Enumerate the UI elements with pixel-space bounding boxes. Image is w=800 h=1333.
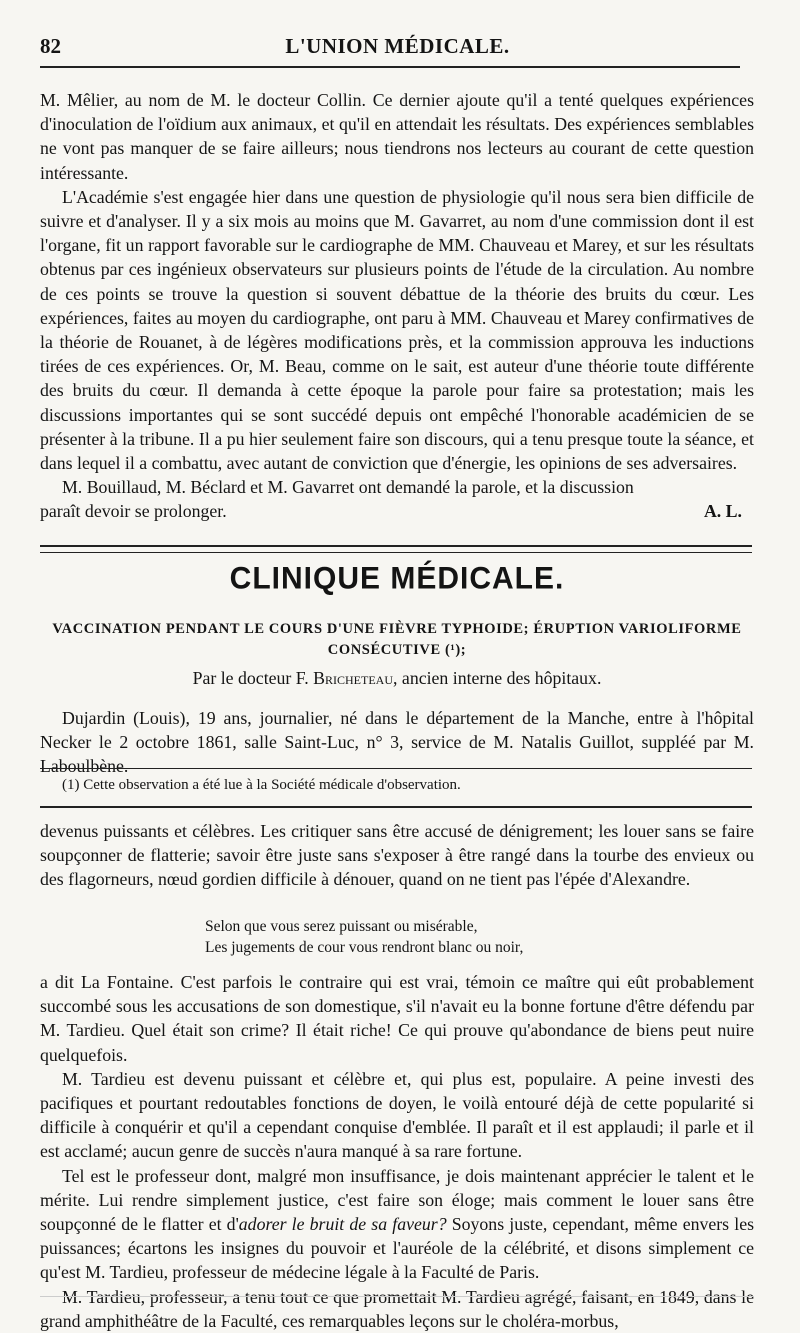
page-number: 82 [40, 34, 61, 58]
paragraph: devenus puissants et célèbres. Les critiquer sans être accusé de dénigrement; les louer sans se faire soupçonner de flatterie; savoir être juste sans s'exposer à être rangé dans la tourbe des envieux ou des flagorneurs, nœud gordien difficile à dénouer, quand on ne tient pas l'épée d'Alexandre. [40, 821, 754, 890]
paragraph: M. Tardieu, professeur, a tenu tout ce que promettait M. Tardieu agrégé, faisant, en 1849, dans le grand amphithéâtre de la Faculté, ces remarquables leçons sur le choléra-morbus, [40, 1286, 754, 1331]
header-rule [40, 66, 740, 68]
paragraph: Dujardin (Louis), 19 ans, journalier, né dans le département de la Manche, entre à l'hôpital Necker le 2 octobre 1861, salle Saint-Luc, n° 3, service de M. Natalis Guillot, suppléé par M. Laboulbène. [40, 708, 754, 777]
article-title [44, 619, 750, 661]
feuilleton [40, 819, 754, 892]
page-bottom-edge [40, 1296, 754, 1298]
italic-quote: adorer le bruit de sa faveur? [238, 1214, 447, 1235]
text-run: Tel est le professeur dont, malgré mon insuffisance, je dois maintenant apprécier le talent et le mérite. Lui rendre simplement justice, c'est faire son éloge; mais comment le louer sans être soupçonné de le flatter et d' [40, 1165, 754, 1235]
article-title-line: VACCINATION PENDANT LE COURS D'UNE FIÈVRE TYPHOIDE; ÉRUPTION VARIOLIFORME [52, 621, 742, 637]
footnote-rule [40, 768, 752, 769]
paragraph: M. Bouillaud, M. Béclard et M. Gavarret ont demandé la parole, et la discussion [62, 477, 634, 498]
paragraph [40, 1164, 754, 1285]
verse-line: Selon que vous serez puissant ou misérable, [205, 918, 478, 935]
signature: A. L. [703, 501, 742, 522]
byline [40, 668, 754, 689]
footnote: (1) Cette observation a été lue à la Société médicale d'observation. [62, 777, 461, 793]
paragraph: a dit La Fontaine. C'est parfois le contraire qui est vrai, témoin ce maître qui eût probablement succombé sous les accusations de son domestique, s'il n'avait eu la bonne fortune d'être défendu par M. Tardieu. Quel était son crime? Il était riche! Ce qui prouve qu'abondance de biens peut nuire quelquefois. [40, 972, 754, 1065]
verse-quote [205, 916, 523, 958]
article-title-line: CONSÉCUTIVE (¹); [327, 642, 467, 658]
paragraph: M. Tardieu est devenu puissant et célèbre et, qui plus est, populaire. A peine investi des pacifiques et pourtant redoutables fonctions de doyen, le voilà entouré déjà de cette popularité si difficile à conquérir et qu'il a cependant conquise d'emblée. Il paraît et il est applaudi; il parle et il est acclamé; aucun genre de succès n'aura manqué à sa rare fortune. [40, 1068, 754, 1162]
verse-line: Les jugements de cour vous rendront blanc ou noir, [205, 939, 524, 956]
paragraph: L'Académie s'est engagée hier dans une question de physiologie qu'il nous sera bien difficile de suivre et d'analyser. Il y a six mois au moins que M. Gavarret, au nom d'une commission dont il est l'organe, fit un rapport favorable sur le cardiographe de MM. Chauveau et Marey, et sur les résultats obtenus par ces ingénieux observateurs sur plusieurs points de l'étude de la circulation. Au nombre de ces points se trouve la question si souvent débattue de la théorie des bruits du cœur. Les expériences, faites au moyen du cardiographe, ont paru à MM. Chauveau et Marey confirmatives de la théorie de Rouanet, à de légères modifications près, et la commission approuva les inductions tirées de ces expériences. Or, M. Beau, comme on le sait, est auteur d'une théorie toute différente des bruits du cœur. Il demanda à cette époque la parole pour faire sa protestation; mais les discussions importantes qui se sont succédé depuis ont empêché l'honorable académicien de se présenter à la tribune. Il a pu hier seulement faire son discours, qui a tenu presque toute la séance, et dans lequel il a combattu, avec autant de conviction que d'énergie, les opinions de ses adversaires. [40, 186, 754, 474]
running-head [40, 32, 755, 60]
closing-text: paraît devoir se prolonger. [40, 501, 227, 522]
section-heading: CLINIQUE MÉDICALE. [229, 561, 565, 596]
academy-report [40, 88, 754, 523]
closing-line [40, 499, 754, 523]
text-run: Soyons juste, cependant, même envers les puissances; écartons les insignes du pouvoir et l'auréole de la célébrité, et disons simplement ce qu'est M. Tardieu, professeur de médecine légale à la Faculté de Paris. [40, 1214, 754, 1283]
feuilleton-continued [40, 970, 754, 1333]
byline-suffix: ancien interne des hôpitaux. [401, 668, 602, 688]
section-divider [40, 545, 752, 553]
paragraph: M. Mêlier, au nom de M. le docteur Collin. Ce dernier ajoute qu'il a tenté quelques expériences d'inoculation de l'oïdium aux animaux, et qu'il en attendait les résultats. Des expériences semblables ne vont pas manquer de se faire ailleurs; nous tiendrons nos lecteurs au courant de cette question intéressante. [40, 90, 754, 183]
author-name: Bricheteau, [313, 668, 398, 688]
feuilleton-rule [40, 806, 752, 808]
byline-prefix: Par le docteur F. [192, 668, 309, 688]
journal-title: L'UNION MÉDICALE. [285, 34, 510, 58]
